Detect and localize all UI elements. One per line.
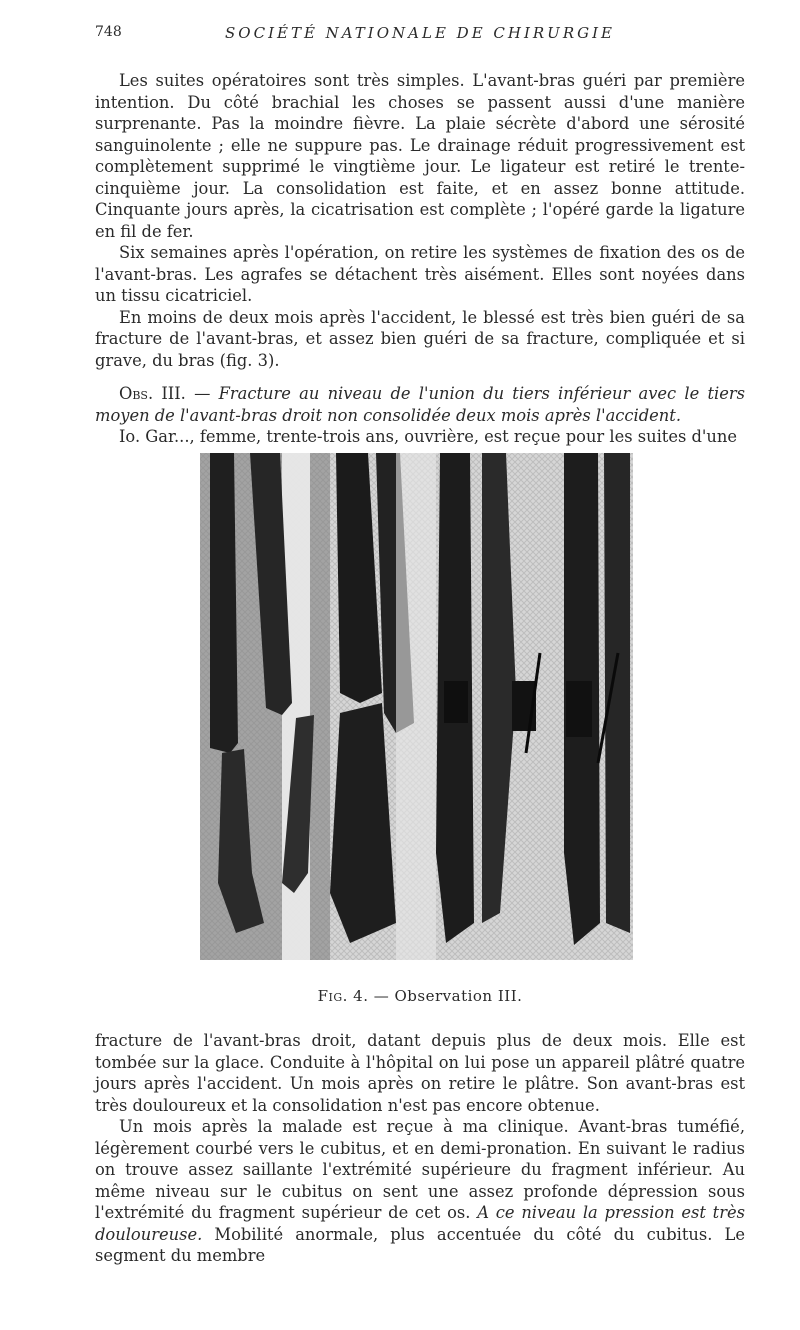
- x-ray-figure: [200, 453, 633, 960]
- paragraph: Les suites opératoires sont très simples. L'avant-bras guéri par première intention. Du côté brachial les choses se passent aussi d'une manière surprenante. Pas la moindre fièvre. La plaie sécrète d'abord une sérosité sanguinolente ; elle ne suppure pas. Le drainage réduit progressivement est complètement supprimé le vingtième jour. Le ligateur est retiré le trente-cinquième jour. La consolidation est faite, et en assez bonne attitude. Cinquante jours après, la cicatrisation est complète ; l'opéré garde la ligature en fil de fer.: [95, 71, 745, 241]
- x-ray-forearm-image: [200, 453, 633, 960]
- paragraph-italic: A ce niveau la pression est très douloureuse.: [95, 1203, 745, 1244]
- last-paragraph: [95, 1116, 745, 1267]
- figure-caption-label: Fig. 4.: [317, 987, 369, 1005]
- running-title: SOCIÉTÉ NATIONALE DE CHIRURGIE: [225, 24, 615, 42]
- observation-heading-paragraph: [95, 383, 745, 426]
- text-block-bottom: [95, 1030, 745, 1267]
- paragraph: Six semaines après l'opération, on retire les systèmes de fixation des os de l'avant-bras. Les agrafes se détachent très aisément. Elles sont noyées dans un tissu cicatriciel.: [95, 243, 745, 305]
- page-header: [95, 24, 745, 46]
- paragraph: En moins de deux mois après l'accident, le blessé est très bien guéri de sa fracture de l'avant-bras, et assez bien guéri de sa fracture, compliquée et si grave, du bras (fig. 3).: [95, 307, 745, 370]
- paragraph-part: Un mois après la malade est reçue à ma clinique. Avant-bras tuméfié, légèrement courbé vers le cubitus, et en demi-pronation. En suivant le radius on trouve assez saillante l'extrémité supérieure du fragment inférieur. Au même niveau sur le cubitus on sent une assez profonde dépression sous l'extrémité du fragment supérieur de cet os.: [95, 1117, 745, 1222]
- paragraph: fracture de l'avant-bras droit, datant depuis plus de deux mois. Elle est tombée sur la glace. Conduite à l'hôpital on lui pose un appareil plâtré quatre jours après l'accident. Un mois après on retire le plâtre. Son avant-bras est très douloureux et la consolidation n'est pas encore obtenue.: [95, 1031, 745, 1115]
- paragraph-part: Mobilité anormale, plus accentuée du côté du cubitus. Le segment du membre: [95, 1224, 745, 1265]
- figure-caption-text: — Observation III.: [368, 987, 523, 1005]
- observation-title: Fracture au niveau de l'union du tiers inférieur avec le tiers moyen de l'avant-bras droit non consolidée deux mois après l'accident.: [95, 384, 745, 425]
- observation-heading: Obs. III.: [119, 384, 186, 403]
- observation-dash: —: [185, 384, 219, 403]
- page-number: 748: [95, 24, 122, 40]
- figure-caption: [95, 987, 745, 1005]
- text-block-top: [95, 70, 745, 448]
- paragraph: Io. Gar..., femme, trente-trois ans, ouvrière, est reçue pour les suites d'une: [119, 427, 738, 446]
